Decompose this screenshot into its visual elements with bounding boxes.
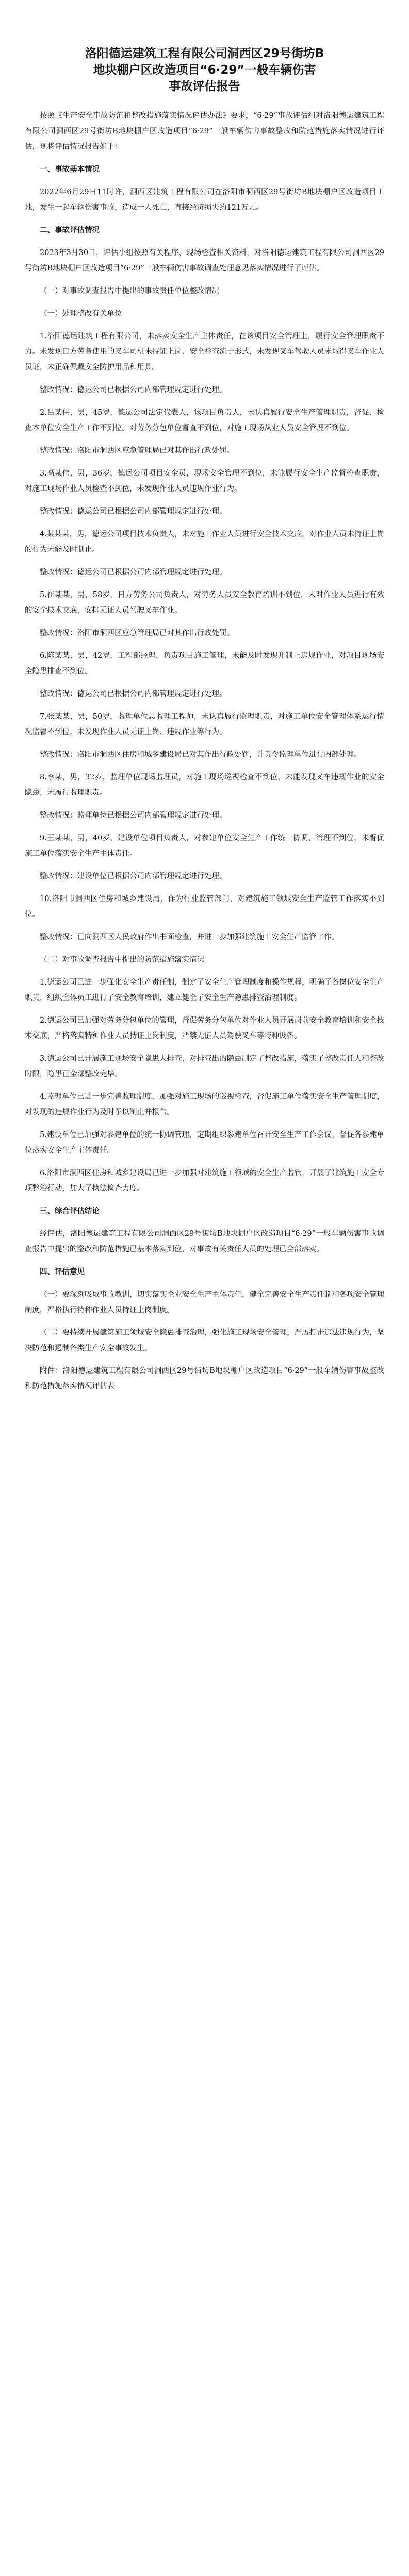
- body-paragraph: 5.崔某某，男，58岁，日方劳务公司负责人，对劳务人员安全教育培训不到位，未对作业人员进行有效的安全技术交底，安排无证人员驾驶叉车作业。: [25, 591, 384, 615]
- body-paragraph: （二）要持续开展建筑施工领域安全隐患排查治理，强化施工现场安全管理，严厉打击违法违规行为，坚决防范和遏制各类生产安全事故发生。: [25, 1329, 384, 1352]
- body-paragraph: 整改情况：德运公司已根据公司内部管理规定进行处理。: [40, 568, 227, 577]
- report-title-line-3: 事故评估报告: [169, 80, 240, 93]
- body-paragraph: 5.建设单位已加强对参建单位的统一协调管理，定期组织参建单位召开安全生产工作会议，督促各参建单位落实安全生产主体责任。: [25, 1131, 384, 1155]
- body-paragraph: 整改情况：德运公司已根据公司内部管理规定进行处理。: [40, 690, 227, 698]
- body-paragraph: 整改情况：洛阳市洞西区应急管理局已对其作出行政处罚。: [40, 629, 234, 637]
- body-paragraph: 9.王某某，男，40岁，建设单位项目负责人，对参建单位安全生产工作统一协调、管理不到位，未督促施工单位落实安全生产主体责任。: [25, 834, 384, 858]
- body-paragraph: 2023年3月30日，评估小组按照有关程序，现场检查相关资料，对洛阳德运建筑工程有限公司洞西区29号街坊B地块棚户区改造项目“6·29”一般车辆伤害事故调查处理意见落实情况进行了评估。: [25, 249, 384, 273]
- body-paragraph: 2022年6月29日11时许，洞西区建筑工程有限公司在洛阳市洞西区29号街坊B地块棚户区改造项目工地，发生一起车辆伤害事故，造成一人死亡，直接经济损失约121万元。: [25, 188, 384, 212]
- body-paragraph: 10.洛阳市洞西区住房和城乡建设局，作为行业监管部门，对建筑施工领域安全生产监管工作落实不到位。: [25, 895, 384, 919]
- body-paragraph: 4.某某某，男，德运公司项目技术负责人，未对施工作业人员进行安全技术交底，对作业人员未持证上岗的行为未能及时制止。: [25, 530, 384, 554]
- body-paragraph: 经评估，洛阳德运建筑工程有限公司洞西区29号街坊B地块棚户区改造项目“6·29”一般车辆伤害事故调查报告中提出的整改和防范措施已基本落实到位，对事故有关责任人员的处理已全部落实。: [25, 1230, 384, 1253]
- body-paragraph: 6.陈某某，男，42岁，工程部经理，负责项目施工管理，未能及时发现并制止违规作业，对项目现场安全隐患排查不到位。: [25, 652, 384, 675]
- body-paragraph: 1.德运公司已进一步强化安全生产责任制，制定了安全生产管理制度和操作规程，明确了各岗位安全生产职责，组织全体员工进行了安全教育培训，建立健全了安全生产隐患排查治理制度。: [25, 978, 384, 1002]
- body-paragraph: 1.洛阳德运建筑工程有限公司，未落实安全生产主体责任，在该项目安全管理上，履行安全管理职责不力。未发现日方劳务使用的叉车司机未持证上岗、安全检查流于形式，未发现叉车驾驶人员未取得叉车作业人员证，未正确佩戴安全防护用品和用具。: [25, 332, 384, 371]
- body-paragraph: （一）处理整改有关单位: [40, 310, 122, 318]
- body-paragraph: （一）对事故调查报告中提出的事故责任单位整改情况: [40, 287, 219, 295]
- section-heading: 二、事故评估情况: [40, 226, 100, 234]
- report-title-line-2: 地块棚户区改造项目“6·29”一般车辆伤害: [93, 63, 316, 77]
- body-paragraph: 按照《生产安全事故防范和整改措施落实情况评估办法》要求，“6·29”事故评估组对洛阳德运建筑工程有限公司洞西区29号街坊B地块棚户区改造项目“6·29”一般车辆伤害事故整改和防范措施落实情况进行评估，现将评估情况报告如下：: [25, 112, 384, 151]
- body-paragraph: 6.洛阳市洞西区住房和城乡建设局已进一步加强对建筑施工领域的安全生产监管，开展了建筑施工安全专项整治行动，加大了执法检查力度。: [25, 1169, 384, 1193]
- section-heading: 四、评估意见: [40, 1267, 85, 1276]
- body-paragraph: 2.吕某伟，男，45岁，德运公司法定代表人，该项目负责人，未认真履行安全生产管理职责，督促、检查本单位安全生产工作不到位。对劳务分包单位督查不到位，对施工现场从业人员安全管理不到位。: [25, 409, 384, 432]
- body-paragraph: 整改情况：德运公司已根据公司内部管理规定进行处理。: [40, 386, 227, 394]
- body-paragraph: 3.德运公司已开展施工现场安全隐患大排查，对排查出的隐患制定了整改措施，落实了整改责任人和整改时限，隐患已全部整改完毕。: [25, 1055, 384, 1078]
- body-paragraph: 整改情况：监理单位已根据公司内部管理规定进行处理。: [40, 811, 227, 820]
- body-paragraph: 附件：洛阳德运建筑工程有限公司洞西区29号街坊B地块棚户区改造项目“6·29”一般车辆伤害事故整改和防范措施落实情况评估表: [25, 1367, 384, 1391]
- body-paragraph: 3.高某伟，男，36岁，德运公司项目安全员，现场安全管理不到位，未能履行安全生产监督检查职责，对施工现场作业人员检查不到位，未发现作业人员违规作业行为。: [25, 469, 384, 493]
- body-paragraph: 整改情况：已向洞西区人民政府作出书面检查，并进一步加强建筑施工安全生产监管工作。: [40, 933, 339, 941]
- body-paragraph: 整改情况：德运公司已根据公司内部管理规定进行处理。: [40, 507, 227, 516]
- body-paragraph: 整改情况：洛阳市洞西区住房和城乡建设局已对其作出行政处罚，并责令监理单位进行内部处理。: [40, 751, 362, 759]
- body-paragraph: （二）对事故调查报告中提出的防范措施落实情况: [40, 956, 204, 964]
- body-paragraph: 2.德运公司已加强对劳务分包单位的管理，督促劳务分包单位对作业人员开展岗前安全教育培训和安全技术交底，严格落实特种作业人员持证上岗制度，严禁无证人员驾驶叉车等特种设备。: [25, 1016, 384, 1040]
- report-title-line-1: 洛阳德运建筑工程有限公司洞西区29号街坊B: [85, 47, 324, 60]
- section-heading: 三、综合评估结论: [40, 1207, 100, 1215]
- body-paragraph: 整改情况：建设单位已根据公司内部管理规定进行处理。: [40, 872, 227, 880]
- body-paragraph: 8.李某，男，32岁，监理单位现场监理员，对施工现场巡视检查不到位，未能发现叉车违规作业的安全隐患，未履行监理职责。: [25, 773, 384, 797]
- body-paragraph: 4.监理单位已进一步完善监理制度，加强对施工现场的巡视检查，督促施工单位落实安全生产管理制度，对发现的违规作业行为及时予以制止并报告。: [25, 1093, 384, 1116]
- body-paragraph: 7.张某某，男，50岁，监理单位总监理工程师，未认真履行监理职责，对施工单位安全管理体系运行情况监督不到位，未发现作业人员无证上岗、违规作业等行为。: [25, 713, 384, 736]
- body-paragraph: （一）要深刻吸取事故教训，切实落实企业安全生产主体责任，健全完善安全生产责任制和各项安全管理制度，严格执行特种作业人员持证上岗制度。: [25, 1291, 384, 1314]
- body-paragraph: 整改情况：洛阳市洞西区应急管理局已对其作出行政处罚。: [40, 447, 234, 455]
- section-heading: 一、事故基本情况: [40, 165, 100, 174]
